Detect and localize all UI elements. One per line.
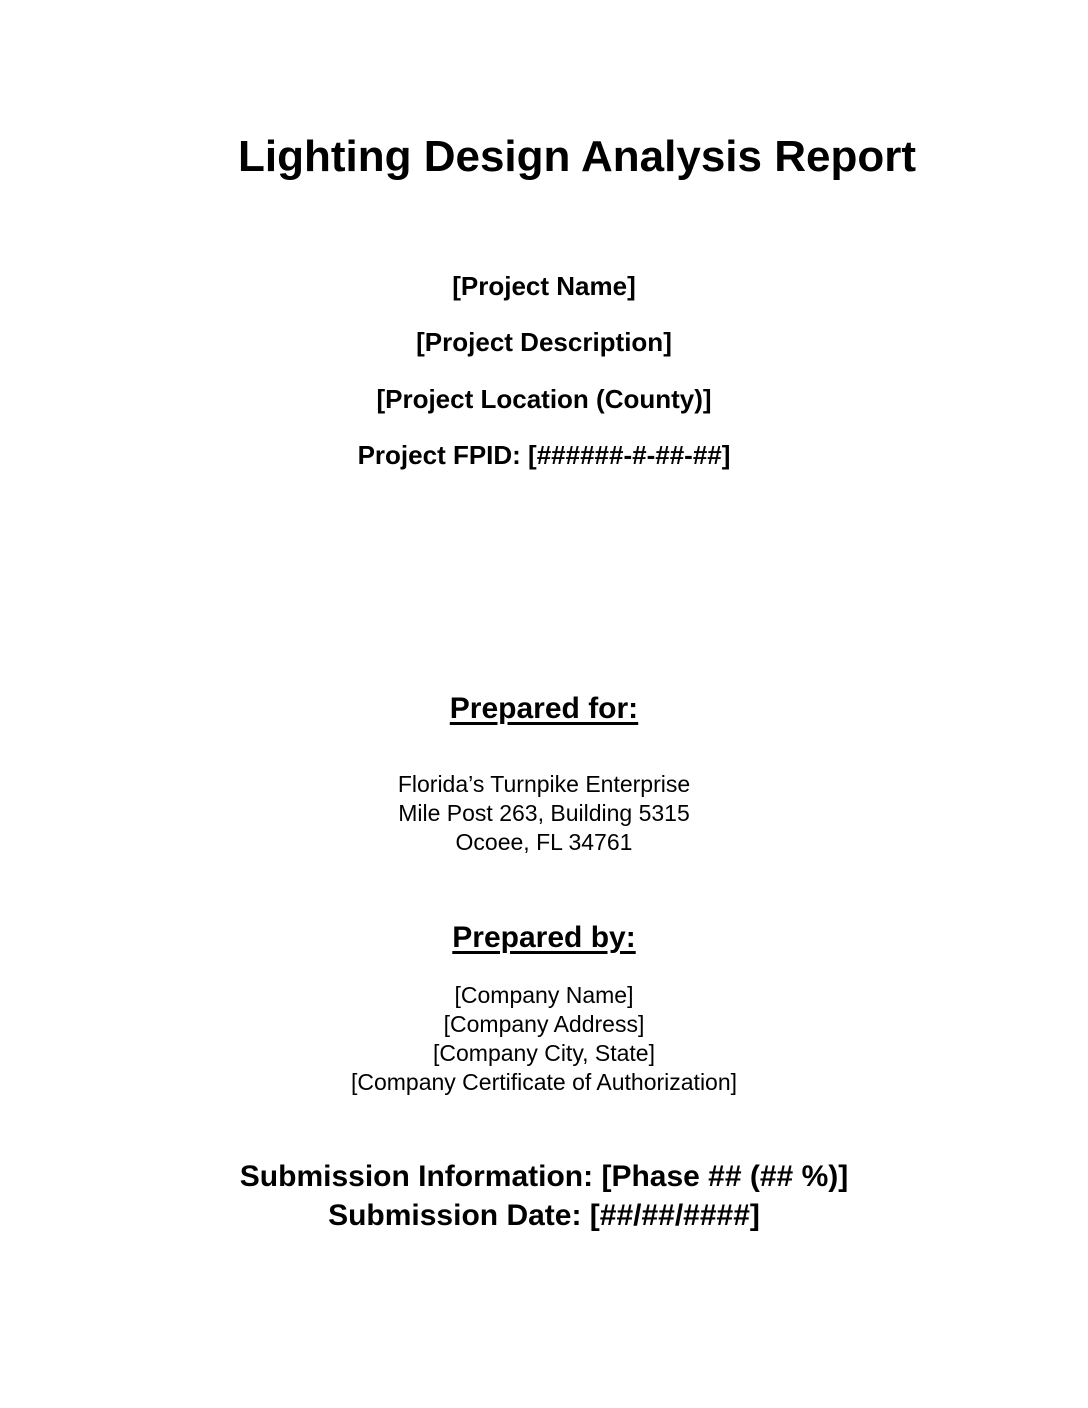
prepared-by-address: [0, 981, 1088, 1097]
submission-information: Submission Information: [Phase ## (## %)]: [239, 1160, 849, 1193]
prepared-for-line: Mile Post 263, Building 5315: [398, 800, 690, 826]
prepared-for-address: [0, 770, 1088, 857]
prepared-by-heading: Prepared by:: [452, 921, 636, 954]
prepared-by-line: [Company City, State]: [433, 1040, 655, 1066]
prepared-by-line: [Company Name]: [454, 982, 634, 1008]
prepared-for-line: Ocoee, FL 34761: [455, 829, 633, 855]
prepared-by-line: [Company Certificate of Authorization]: [350, 1069, 738, 1095]
submission-date: Submission Date: [##/##/####]: [328, 1199, 760, 1232]
project-location: [Project Location (County)]: [376, 384, 712, 414]
project-fpid: Project FPID: [######-#-##-##]: [357, 440, 731, 470]
report-title: Lighting Design Analysis Report: [238, 132, 916, 181]
prepared-for-line: Florida’s Turnpike Enterprise: [397, 771, 691, 797]
project-name: [Project Name]: [452, 271, 636, 301]
prepared-by-line: [Company Address]: [443, 1011, 645, 1037]
prepared-for-heading: Prepared for:: [449, 692, 639, 725]
project-description: [Project Description]: [416, 327, 672, 357]
